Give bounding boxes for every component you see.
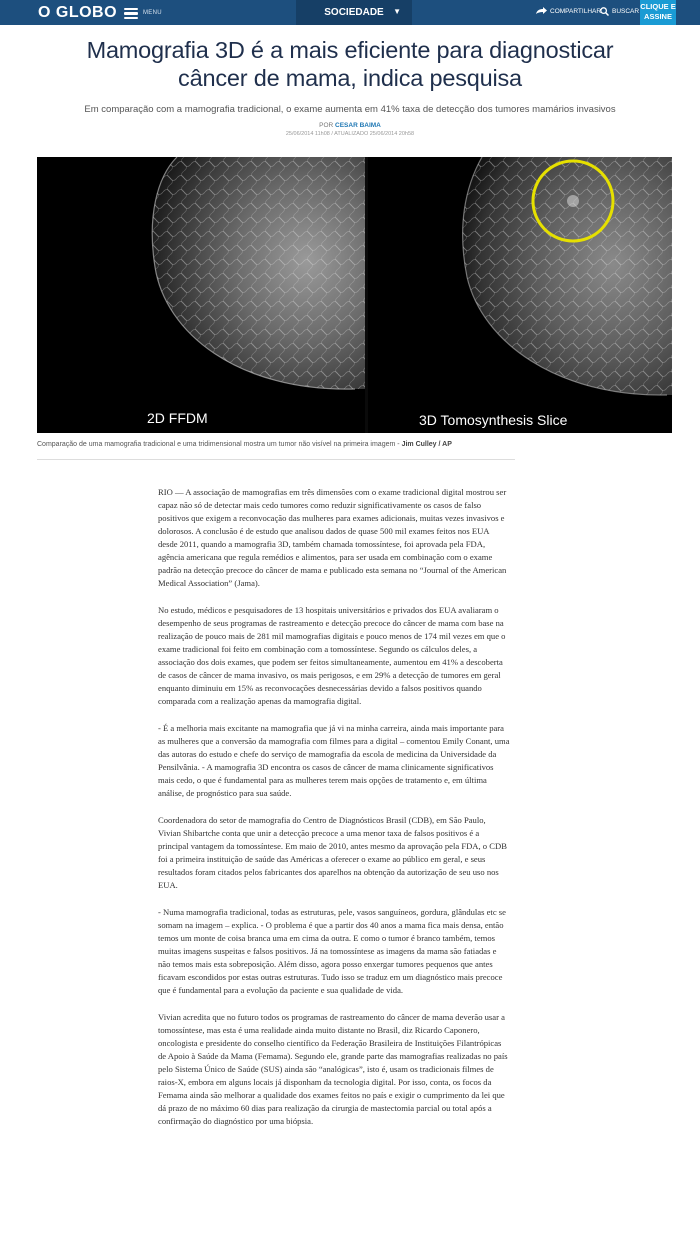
publish-dates: 25/06/2014 11h08 / ATUALIZADO 25/06/2014 20h58 xyxy=(285,131,415,137)
mammography-photo[interactable] xyxy=(37,157,672,433)
paragraph: Vivian acredita que no futuro todos os programas de rastreamento do câncer de mama deverão usar a tomossíntese, mas esta é uma realidade ainda muito distante no Brasil, diz Ricardo Caponero, oncologista e presidente do conselho científico da Federação Brasileira de Instituições Filantrópicas de Apoio à Saúde da Mama (Femama). Segundo ele, grande parte das mamografias realizadas no país pelo Sistema Único de Saúde (SUS) ainda são “analógicas”, isto é, usam os tradicionais filmes de raios-X, embora em alguns locais já disponham da tecnologia digital. Por isso, conta, os focos da Femama ainda são melhorar a qualidade dos exames feitos no país e exigir o cumprimento da lei que dá prazo de no máximo 60 dias para realização da cirurgia de mastectomia parcial ou total após a confirmação do diagnóstico por uma biópsia. xyxy=(158,1012,508,1126)
article-title-line2: câncer de mama, indica pesquisa xyxy=(178,65,522,91)
mammography-comparison-image xyxy=(37,157,672,433)
divider xyxy=(37,459,515,460)
article-body xyxy=(158,486,510,1142)
paragraph: - Numa mamografia tradicional, todas as estruturas, pele, vasos sanguíneos, gordura, glândulas etc se somam na imagem – explica. - O problema é que a partir dos 40 anos a mama fica mais densa, então temos um monte de coisa branca uma em cima da outra. E como o tumor é branco também, temos muitas imagens suspeitas e falsos positivos. Já na tomossíntese as imagens da mama são fatiadas e não temos mais esta sobreposição. Além disso, agora posso enxergar tumores pequenos que antes ficavam escondidos por estas outras estruturas. Tudo isso se traduz em um diagnóstico mais precoce que é fundamental para a evolução da paciente e sua qualidade de vida. xyxy=(158,907,506,995)
byline xyxy=(100,122,600,129)
paragraph: RIO — A associação de mamografias em três dimensões com o exame tradicional digital mostrou ser capaz não só de detectar mais cedo tumores como reduzir significativamente os casos de falso positivos que exigem a reconvocação das mulheres para exames adicionais, muitas vezes invasivos e dolorosos. A conclusão é de estudo que analisou dados de quase 500 mil exames feitos nos EUA desde 2011, quando a mamografia 3D, também chamada tomossíntese, foi aprovada pela FDA, agência americana que regula remédios e alimentos, para ser usada em combinação com o exame padrão na detecção precoce do câncer de mama e publicado esta semana no “Journal of the American Medical Association” (Jama). xyxy=(158,487,507,588)
share-label: COMPARTILHAR xyxy=(550,7,602,15)
author-link[interactable]: CESAR BAIMA xyxy=(335,122,381,129)
share-button[interactable] xyxy=(536,7,601,15)
article-subtitle: Em comparação com a mamografia tradicional, o exame aumenta em 41% taxa de detecção dos tumores mamários invasivos xyxy=(84,104,616,115)
paragraph: No estudo, médicos e pesquisadores de 13 hospitais universitários e privados dos EUA avaliaram o desempenho de seus programas de rastreamento e detecção precoce do câncer de mama com base na realização de pouco mais de 281 mil mamografias digitais e pouco menos de 174 mil vezes em que o exame tradicional foi feito em combinação com a tomossíntese. Segundo os cálculos deles, a associação dos dois exames, que podem ser feitos simultaneamente, aumentou em 41% a descoberta de casos de câncer de mama invasivo, os mais perigosos, e em 29% a detecção de tumores em geral enquanto diminuiu em 15% as reconvocações desnecessárias devido a falsos positivos quando comparada com a realização apenas da mamografia digital. xyxy=(158,605,506,706)
search-icon xyxy=(600,7,609,16)
hamburger-icon xyxy=(124,8,138,19)
section-dropdown[interactable] xyxy=(296,0,412,25)
top-navigation-bar xyxy=(0,0,700,25)
right-image-label: 3D Tomosynthesis Slice xyxy=(419,412,568,428)
subscribe-button[interactable] xyxy=(640,0,676,25)
article-title-line1: Mamografia 3D é a mais eficiente para diagnosticar xyxy=(86,37,614,63)
byline-prefix: POR xyxy=(319,122,334,129)
search-button[interactable] xyxy=(600,7,639,16)
subscribe-label-line1: CLIQUE E xyxy=(640,2,676,11)
menu-label: MENU xyxy=(143,10,162,16)
section-label: SOCIEDADE xyxy=(324,7,384,18)
menu-button[interactable] xyxy=(124,4,162,22)
share-arrow-icon xyxy=(536,7,547,15)
subscribe-label-line2: ASSINE xyxy=(644,12,672,21)
paragraph: - É a melhoria mais excitante na mamografia que já vi na minha carreira, ainda mais importante para as mulheres que a conversão da mamografia com filmes para a digital – comentou Emily Conant, uma das autoras do estudo e chefe do serviço de mamografia da escola de medicina da Universidade da Pensilvânia. - A mamografia 3D encontra os casos de câncer de mama clinicamente significativos mais cedo, o que é fundamental para as mulheres terem mais opções de tratamento e, em última análise, de prognóstico para sua saúde. xyxy=(158,723,510,798)
caption-text: Comparação de uma mamografia tradicional e uma tridimensional mostra um tumor não visível na primeira imagem xyxy=(37,441,396,448)
chevron-down-icon: ▼ xyxy=(393,7,401,16)
photo-caption: Comparação de uma mamografia tradicional e uma tridimensional mostra um tumor não visível na primeira imagem - Jim Culley / AP xyxy=(37,441,452,448)
site-logo[interactable]: O GLOBO xyxy=(38,4,118,21)
left-image-label: 2D FFDM xyxy=(147,410,208,426)
search-label: BUSCAR xyxy=(612,8,640,15)
paragraph: Coordenadora do setor de mamografia do Centro de Diagnósticos Brasil (CDB), em São Paulo, Vivian Shibartche conta que unir a detecção precoce a uma menor taxa de falsos positivos é a principal vantagem da tomossíntese. Em maio de 2010, antes mesmo da aprovação pela FDA, o CDB foi a primeira instituição de saúde das Américas a oferecer o exame ao público em geral, e seus resultados foram citados pelos fabricantes dos aparelhos na obtenção da autorização de seu uso nos EUA. xyxy=(158,815,507,890)
photo-credit: Jim Culley / AP xyxy=(401,441,452,448)
article-title xyxy=(60,36,640,92)
